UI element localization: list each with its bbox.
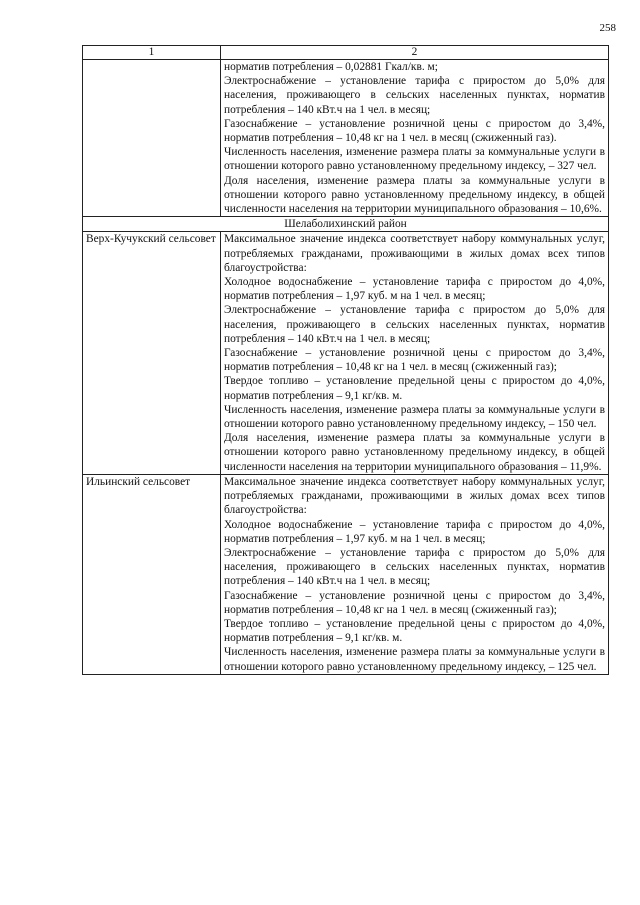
paragraph: Газоснабжение – установление розничной цены с приростом до 3,4%, норматив потребления – 10,48 кг на 1 чел. в месяц (сжиженный газ); [224, 347, 605, 374]
paragraph: Электроснабжение – установление тарифа с приростом до 5,0% для населения, проживающего в сельских населенных пунктах, норматив потребления – 140 кВт.ч на 1 чел. в месяц; [224, 304, 605, 345]
paragraph: Твердое топливо – установление предельной цены с приростом до 4,0%, норматив потребления – 9,1 кг/кв. м. [224, 617, 605, 645]
description-cell [221, 60, 609, 217]
description-cell [221, 474, 609, 674]
paragraph: Доля населения, изменение размера платы за коммунальные услуги в отношении которого равно установленному предельному индексу, в общей численности населения на территории муниципального образования – 10,6%. [224, 174, 605, 216]
entity-cell [83, 474, 221, 674]
entity-cell-empty [83, 60, 221, 217]
paragraph: Электроснабжение – установление тарифа с приростом до 5,0% для населения, проживающего в сельских населенных пунктах, норматив потребления – 140 кВт.ч на 1 чел. в месяц; [224, 75, 605, 116]
tariff-table [82, 45, 609, 675]
paragraph: Максимальное значение индекса соответствует набору коммунальных услуг, потребляемых гражданами, проживающими в жилых домах всех типов благоустройства: [224, 475, 605, 517]
paragraph: Доля населения, изменение размера платы за коммунальные услуги в отношении которого равно установленному предельному индексу, в общей численности населения на территории муниципального образования – 11,9%. [224, 432, 605, 473]
table-row [83, 474, 609, 674]
paragraph: Численность населения, изменение размера платы за коммунальные услуги в отношении которого равно установленному предельному индексу, – 327 чел. [224, 146, 605, 173]
paragraph: Газоснабжение – установление розничной цены с приростом до 3,4%, норматив потребления – 10,48 кг на 1 чел. в месяц (сжиженный газ). [224, 117, 605, 145]
entity-cell [83, 232, 221, 474]
district-row [83, 217, 609, 232]
paragraph: Электроснабжение – установление тарифа с приростом до 5,0% для населения, проживающего в сельских населенных пунктах, норматив потребления – 140 кВт.ч на 1 чел. в месяц; [224, 546, 605, 588]
continuation-row [83, 60, 609, 217]
paragraph: Численность населения, изменение размера платы за коммунальные услуги в отношении которого равно установленному предельному индексу, – 150 чел. [224, 403, 605, 431]
entity-name: Верх-Кучукский сельсовет [86, 233, 216, 246]
header-cell-2: 2 [221, 46, 609, 60]
header-cell-1: 1 [83, 46, 221, 60]
table-row [83, 232, 609, 474]
paragraph: норматив потребления – 0,02881 Гкал/кв. м; [224, 61, 438, 73]
paragraph: Максимальное значение индекса соответствует набору коммунальных услуг, потребляемых гражданами, проживающими в жилых домах всех типов благоустройства: [224, 233, 605, 274]
paragraph: Газоснабжение – установление розничной цены с приростом до 3,4%, норматив потребления – 10,48 кг на 1 чел. в месяц (сжиженный газ); [224, 589, 605, 616]
paragraph: Холодное водоснабжение – установление тарифа с приростом до 4,0%, норматив потребления – 1,97 куб. м на 1 чел. в месяц; [224, 518, 605, 545]
description-cell [221, 232, 609, 474]
paragraph: Холодное водоснабжение – установление тарифа с приростом до 4,0%, норматив потребления – 1,97 куб. м на 1 чел. в месяц; [224, 276, 605, 303]
page-number: 258 [599, 22, 616, 34]
paragraph: Твердое топливо – установление предельной цены с приростом до 4,0%, норматив потребления – 9,1 кг/кв. м. [224, 375, 605, 402]
paragraph: Численность населения, изменение размера платы за коммунальные услуги в отношении которого равно установленному предельному индексу, – 125 чел. [224, 646, 605, 673]
table-header-row [83, 46, 609, 60]
entity-name: Ильинский сельсовет [86, 475, 191, 488]
district-heading: Шелаболихинский район [83, 217, 609, 232]
